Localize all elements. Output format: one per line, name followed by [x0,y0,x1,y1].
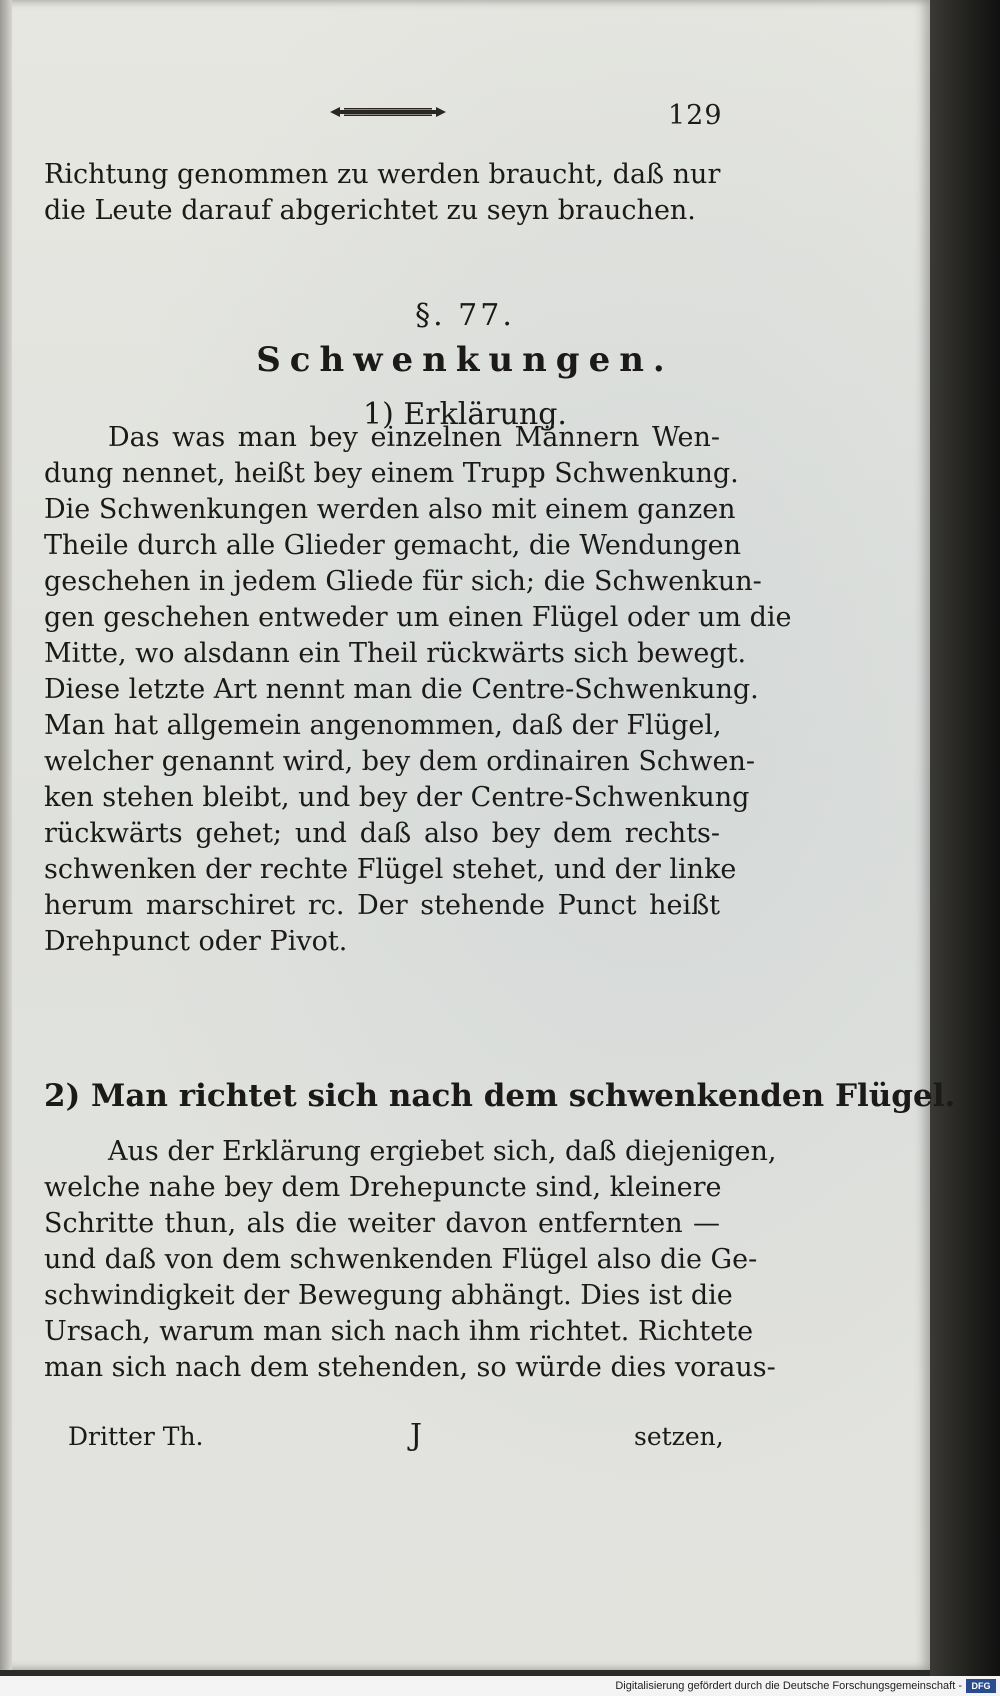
paragraph-line: Mitte, wo alsdann ein Theil rückwärts sich bewegt. [44,638,747,669]
paragraph-line: Diese letzte Art nennt man die Centre-Schwenkung. [44,674,759,705]
paragraph-line: Ursach, warum man sich nach ihm richtet. Richtete [44,1316,754,1347]
section-number: §. 77. [415,298,515,333]
subheading-rule: 2) Man richtet sich nach dem schwenkenden Flügel. [44,1078,956,1114]
signature-label: Dritter Th. [68,1422,204,1451]
signature-mark: J [410,1418,423,1453]
paragraph-line: gen geschehen entweder um einen Flügel oder um die [44,602,792,633]
digitization-credit-bar [0,1676,1000,1696]
paragraph-line: Das was man bey einzelnen Männern Wen- [108,422,720,453]
paragraph-line: herum marschiret rc. Der stehende Punct heißt [44,890,720,921]
header-ornament-icon [326,102,450,122]
paragraph-line: Man hat allgemein angenommen, daß der Flügel, [44,710,722,741]
dfg-logo-icon: DFG [966,1679,996,1693]
paragraph-line: Aus der Erklärung ergiebet sich, daß diejenigen, [108,1136,777,1167]
paragraph-line: Drehpunct oder Pivot. [44,926,348,957]
paragraph-line: Die Schwenkungen werden also mit einem ganzen [44,494,736,525]
paragraph-line: Theile durch alle Glieder gemacht, die Wendungen [44,530,741,561]
paragraph-line: schwenken der rechte Flügel stehet, und der linke [44,854,737,885]
credit-text: Digitalisierung gefördert durch die Deutsche Forschungsgemeinschaft - [615,1680,962,1692]
paragraph-line: rückwärts gehet; und daß also bey dem rechts- [44,818,720,849]
paragraph-line: ken stehen bleibt, und bey der Centre-Schwenkung [44,782,750,813]
paragraph-line: man sich nach dem stehenden, so würde dies voraus- [44,1352,776,1383]
page-gutter-shadow [0,0,12,1670]
scanner-background-right [930,0,1000,1696]
paragraph-line: schwindigkeit der Bewegung abhängt. Dies ist die [44,1280,733,1311]
carryover-line: Richtung genommen zu werden braucht, daß nur [44,159,721,190]
paragraph-line: welcher genannt wird, bey dem ordinairen Schwen- [44,746,755,777]
paragraph-line: Schritte thun, als die weiter davon entfernten — [44,1208,720,1239]
paragraph-line: welche nahe bey dem Drehepuncte sind, kleinere [44,1172,722,1203]
subheading-explanation: 1) Erklärung. [363,397,567,432]
carryover-line: die Leute darauf abgerichtet zu seyn brauchen. [44,195,696,226]
paragraph-line: dung nennet, heißt bey einem Trupp Schwenkung. [44,458,739,489]
paragraph-line: und daß von dem schwenkenden Flügel also die Ge- [44,1244,758,1275]
page-number: 129 [668,100,723,131]
paragraph-line: geschehen in jedem Gliede für sich; die Schwenkun- [44,566,762,597]
section-title: Schwenkungen. [256,340,674,380]
catchword: setzen, [634,1422,724,1451]
